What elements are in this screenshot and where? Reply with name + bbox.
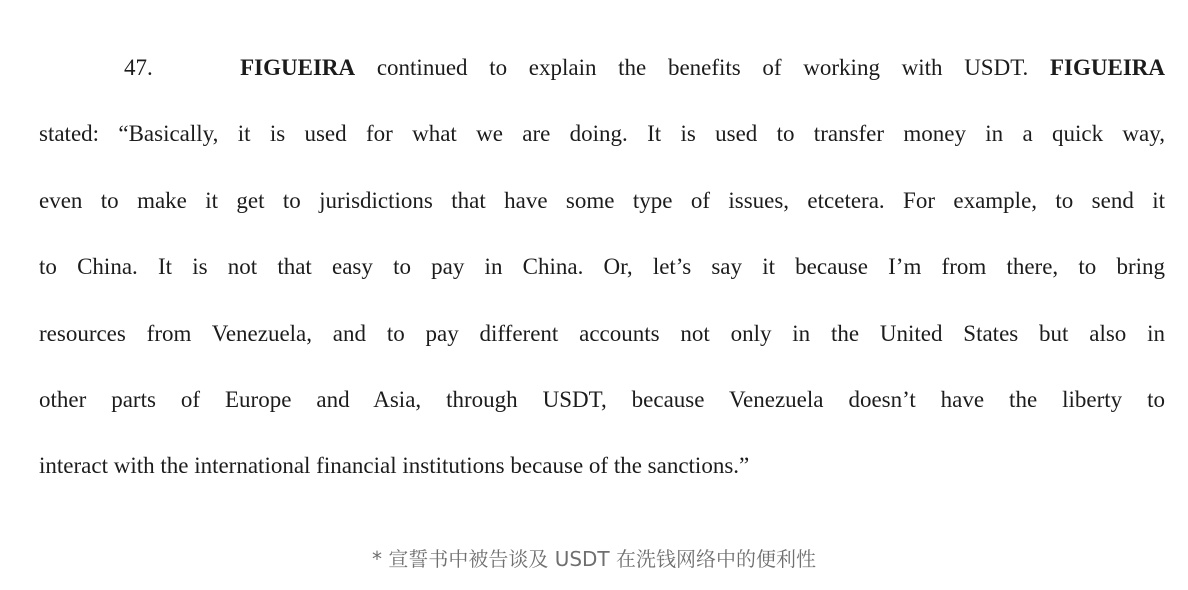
paragraph-number: 47. bbox=[124, 55, 153, 80]
affidavit-paragraph bbox=[39, 0, 1165, 500]
tab-gap bbox=[174, 74, 218, 75]
paragraph-line-2: stated: “Basically, it is used for what we are doing. It is used to transfer money in a quick way, bbox=[39, 121, 1165, 147]
paragraph-line-6: other parts of Europe and Asia, through USDT, because Venezuela doesn’t have the liberty to bbox=[39, 386, 1165, 412]
defendant-name: FIGUEIRA bbox=[1050, 55, 1165, 80]
defendant-name: FIGUEIRA bbox=[240, 55, 356, 80]
paragraph-line-1 bbox=[39, 35, 1165, 101]
paragraph-line-3: even to make it get to jurisdictions that have some type of issues, etcetera. For example, to send it bbox=[39, 187, 1165, 213]
line-1-text: continued to explain the benefits of working with USDT. bbox=[376, 55, 1029, 80]
paragraph-line-7: interact with the international financial institutions because of the sanctions.” bbox=[39, 453, 750, 479]
image-caption: * 宣誓书中被告谈及 USDT 在洗钱网络中的便利性 bbox=[371, 546, 817, 571]
paragraph-line-5: resources from Venezuela, and to pay different accounts not only in the United States but also in bbox=[39, 320, 1165, 346]
paragraph-line-4: to China. It is not that easy to pay in China. Or, let’s say it because I’m from there, to bring bbox=[39, 254, 1165, 280]
